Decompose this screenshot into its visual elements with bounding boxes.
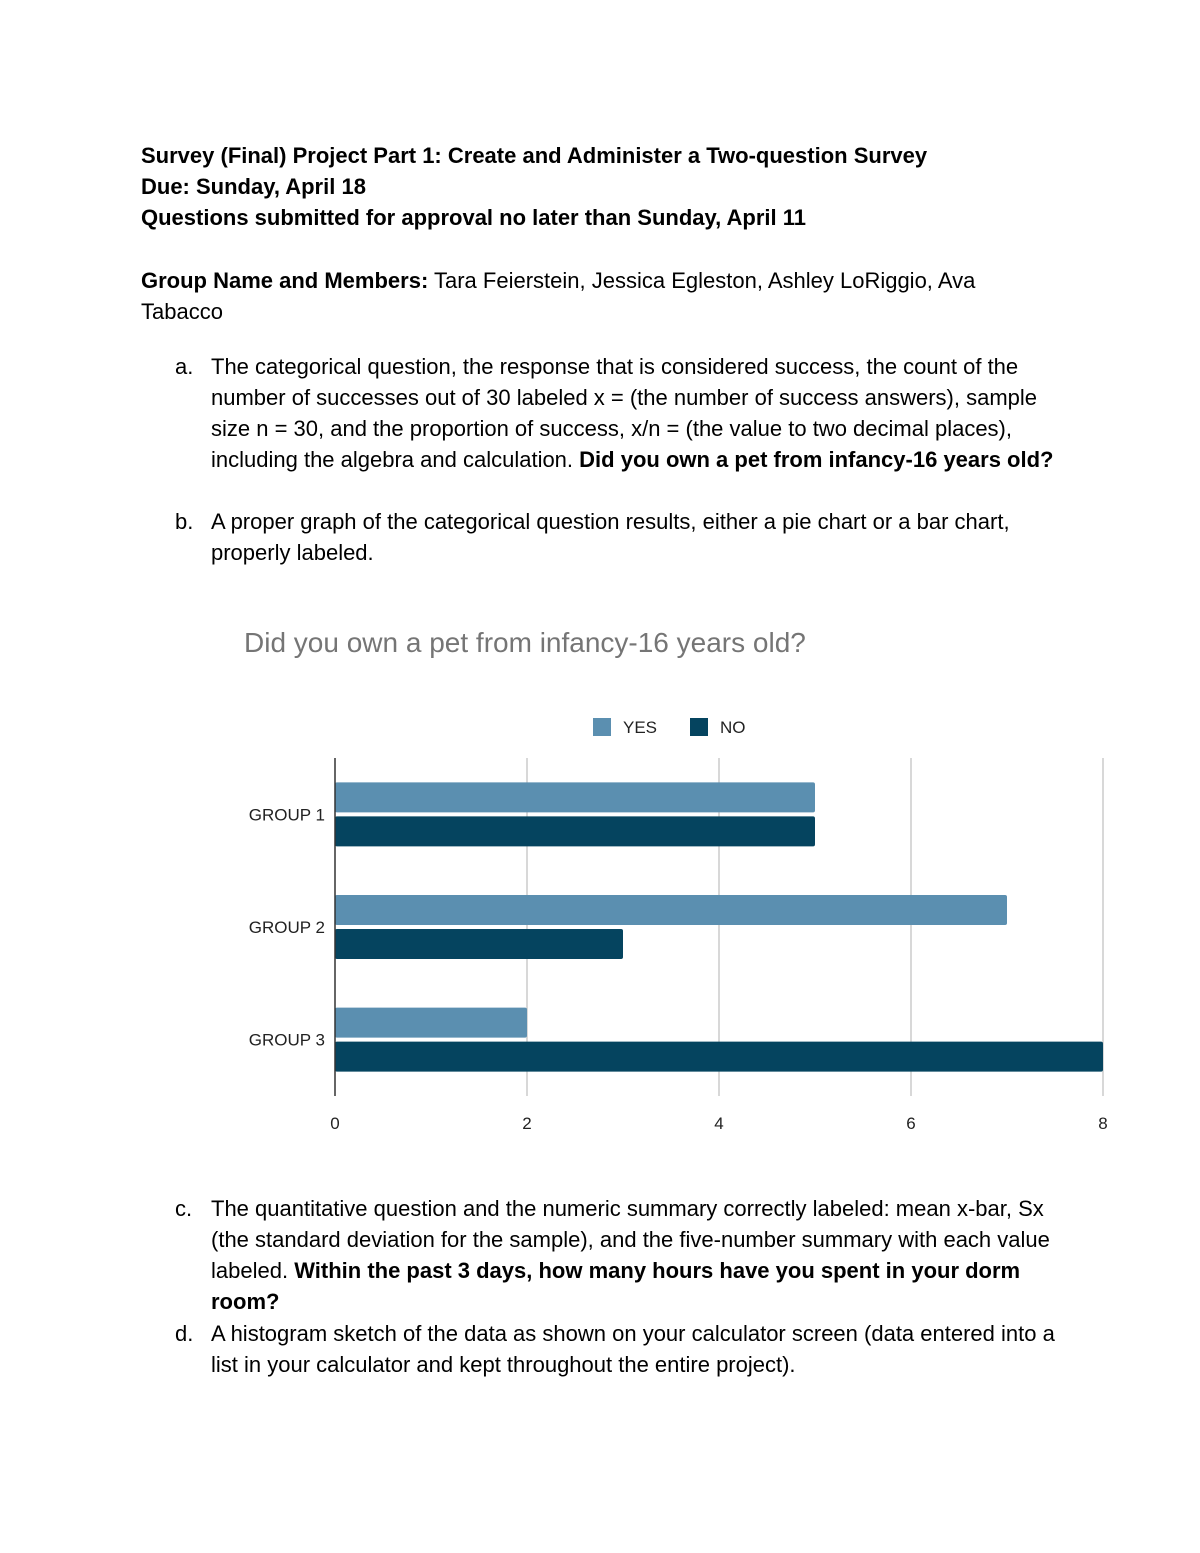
item-description: The categorical question, the response that is considered success, the count of the number of successes out of 30 labeled x = (the number of success answers), sample size n = 30, and the proportion of success, x/n = (the value to two decimal places), including the algebra and calculation. (211, 354, 1038, 472)
chart-title: Did you own a pet from infancy-16 years old? (244, 627, 806, 658)
y-category-label: GROUP 3 (248, 1030, 325, 1050)
group-label: Group Name and Members: (141, 268, 429, 293)
bar-group-3-no (335, 1042, 1103, 1072)
bar-group-2-yes (335, 895, 1007, 925)
y-category-label: GROUP 1 (248, 805, 325, 825)
list-marker: d. (175, 1321, 194, 1346)
legend-swatch-yes (593, 718, 611, 736)
bar-group-3-yes (335, 1008, 527, 1038)
bar-group-2-no (335, 929, 623, 959)
item-description: The quantitative question and the numeric summary correctly labeled: mean x-bar, Sx (the standard deviation for the sample), and the five-number summary with each value labeled. (211, 1196, 1050, 1283)
list-item-text (211, 506, 1061, 568)
list-item-text (211, 1193, 1061, 1317)
approval-deadline: Questions submitted for approval no later than Sunday, April 11 (141, 205, 806, 230)
list-marker: b. (175, 509, 194, 534)
item-description: A histogram sketch of the data as shown on your calculator screen (data entered into a list in your calculator and kept throughout the entire project). (211, 1321, 1055, 1377)
assignment-title: Survey (Final) Project Part 1: Create and Administer a Two-question Survey (141, 143, 928, 168)
bar-group-1-no (335, 816, 815, 846)
bar-group-1-yes (335, 782, 815, 812)
x-tick-label: 0 (330, 1114, 340, 1133)
legend-label-yes: YES (623, 718, 658, 737)
list-item-text (211, 351, 1061, 475)
legend-label-no: NO (720, 718, 746, 737)
legend-swatch-no (690, 718, 708, 736)
group-members-list: Tara Feierstein, Jessica Egleston, Ashley LoRiggio, Ava Tabacco (141, 268, 976, 324)
item-description: A proper graph of the categorical question results, either a pie chart or a bar chart, properly labeled. (211, 509, 1010, 565)
group-members (141, 265, 1051, 327)
x-tick-label: 6 (906, 1114, 916, 1133)
x-tick-label: 4 (714, 1114, 724, 1133)
due-date: Due: Sunday, April 18 (141, 174, 366, 199)
quantitative-question: Within the past 3 days, how many hours have you spent in your dorm room? (211, 1258, 1021, 1314)
list-item-text (211, 1318, 1061, 1380)
assignment-header (141, 140, 1061, 233)
list-marker: c. (175, 1196, 193, 1221)
x-tick-label: 2 (522, 1114, 532, 1133)
categorical-question: Did you own a pet from infancy-16 years old? (579, 447, 1054, 472)
list-marker: a. (175, 354, 194, 379)
y-category-label: GROUP 2 (248, 918, 325, 937)
x-tick-label: 8 (1098, 1114, 1108, 1133)
bar-chart (230, 612, 1130, 1142)
